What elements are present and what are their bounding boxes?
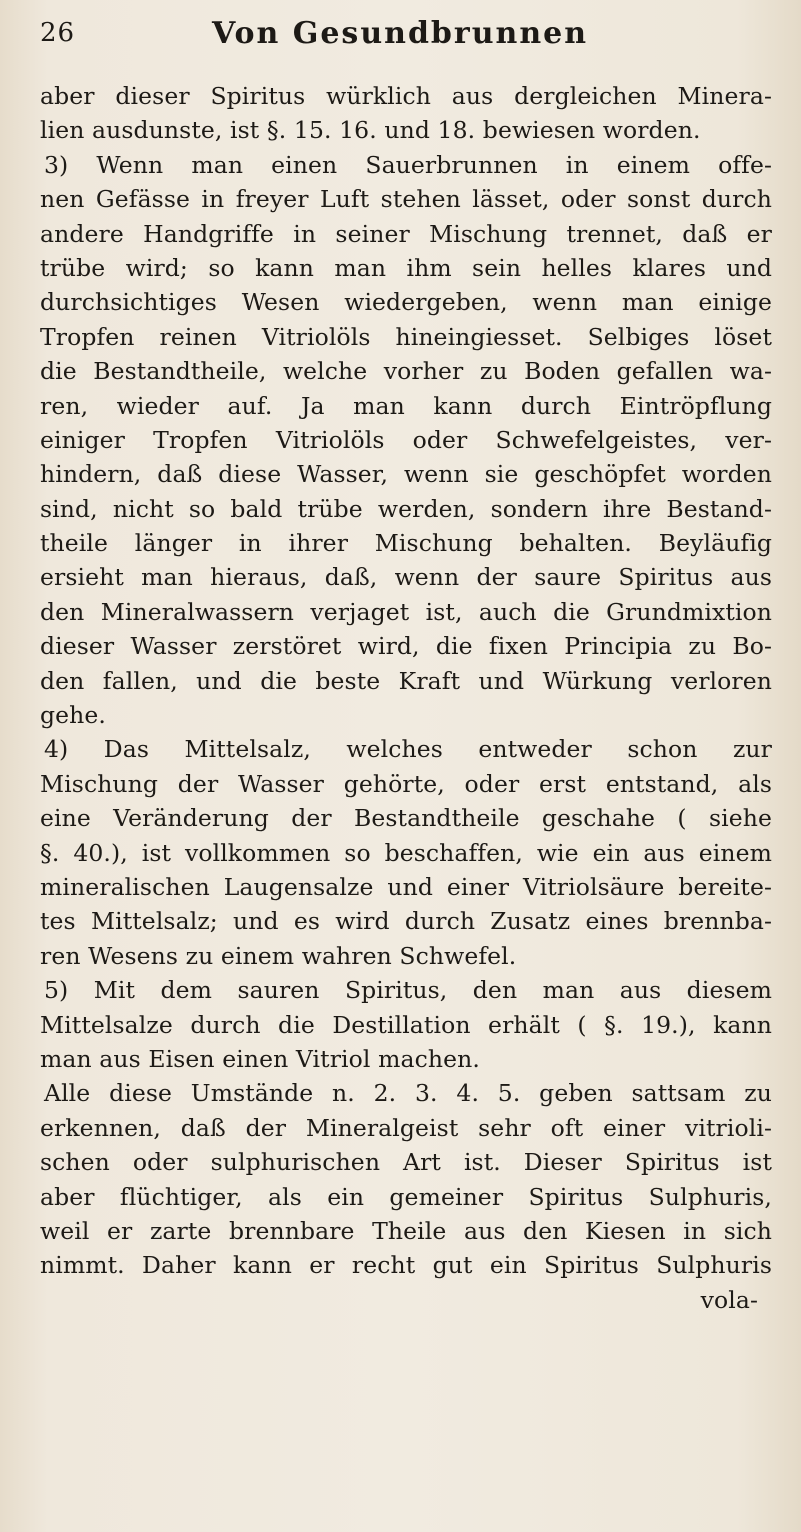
text-line: schen oder sulphurischen Art ist. Dieser Spiritus ist <box>40 1148 772 1177</box>
text-line: lien ausdunste, ist §. 15. 16. und 18. bewiesen worden. <box>40 116 701 145</box>
text-line: eine Veränderung der Bestandtheile geschahe ( siehe <box>40 804 772 833</box>
text-line: nimmt. Daher kann er recht gut ein Spiritus Sulphuris <box>40 1251 772 1280</box>
text-line: erkennen, daß der Mineralgeist sehr oft einer vitrioli- <box>40 1113 772 1142</box>
text-line: 4) Das Mittelsalz, welches entweder schon zur <box>44 735 772 764</box>
page-number: 26 <box>40 18 76 48</box>
text-line: aber flüchtiger, als ein gemeiner Spiritus Sulphuris, <box>40 1182 772 1211</box>
text-line: hindern, daß diese Wasser, wenn sie geschöpfet worden <box>40 460 772 489</box>
text-line: durchsichtiges Wesen wiedergeben, wenn man einige <box>40 288 772 317</box>
text-line: trübe wird; so kann man ihm sein helles klares und <box>40 253 772 282</box>
text-line: den fallen, und die beste Kraft und Würkung verloren <box>40 666 772 695</box>
text-line: andere Handgriffe in seiner Mischung trennet, daß er <box>40 219 772 248</box>
text-line: man aus Eisen einen Vitriol machen. <box>40 1044 480 1073</box>
page-header <box>40 4 760 64</box>
text-line: sind, nicht so bald trübe werden, sondern ihre Bestand- <box>40 494 772 523</box>
text-line: gehe. <box>40 701 106 730</box>
text-line: ren, wieder auf. Ja man kann durch Eintröpflung <box>40 391 772 420</box>
text-line: 5) Mit dem sauren Spiritus, den man aus diesem <box>44 976 772 1005</box>
catchword: vola- <box>700 1285 758 1314</box>
text-line: einiger Tropfen Vitriolöls oder Schwefelgeistes, ver- <box>40 425 772 454</box>
text-line: tes Mittelsalz; und es wird durch Zusatz eines brennba- <box>40 907 772 936</box>
text-line: nen Gefässe in freyer Luft stehen lässet, oder sonst durch <box>40 185 772 214</box>
text-line: weil er zarte brennbare Theile aus den Kiesen in sich <box>40 1216 772 1245</box>
running-title: Von Gesundbrunnen <box>211 16 589 51</box>
text-line: ren Wesens zu einem wahren Schwefel. <box>40 941 517 970</box>
text-line: Mischung der Wasser gehörte, oder erst entstand, als <box>40 769 772 798</box>
text-line: die Bestandtheile, welche vorher zu Boden gefallen wa- <box>40 357 772 386</box>
text-line: Tropfen reinen Vitriolöls hineingiesset. Selbiges löset <box>40 322 772 351</box>
text-line: theile länger in ihrer Mischung behalten. Beyläufig <box>40 529 772 558</box>
text-line: Mittelsalze durch die Destillation erhält ( §. 19.), kann <box>40 1010 772 1039</box>
text-line: mineralischen Laugensalze und einer Vitriolsäure bereite- <box>40 872 772 901</box>
text-line: aber dieser Spiritus würklich aus dergleichen Minera- <box>40 82 772 110</box>
text-line: ersieht man hieraus, daß, wenn der saure Spiritus aus <box>40 563 772 592</box>
text-line: Alle diese Umstände n. 2. 3. 4. 5. geben sattsam zu <box>44 1079 772 1108</box>
text-line: 3) Wenn man einen Sauerbrunnen in einem offe- <box>44 150 772 179</box>
text-line: §. 40.), ist vollkommen so beschaffen, wie ein aus einem <box>40 838 772 867</box>
text-line: dieser Wasser zerstöret wird, die fixen Principia zu Bo- <box>40 632 772 661</box>
text-line: den Mineralwassern verjaget ist, auch die Grundmixtion <box>40 597 772 626</box>
body-text <box>40 79 772 1317</box>
